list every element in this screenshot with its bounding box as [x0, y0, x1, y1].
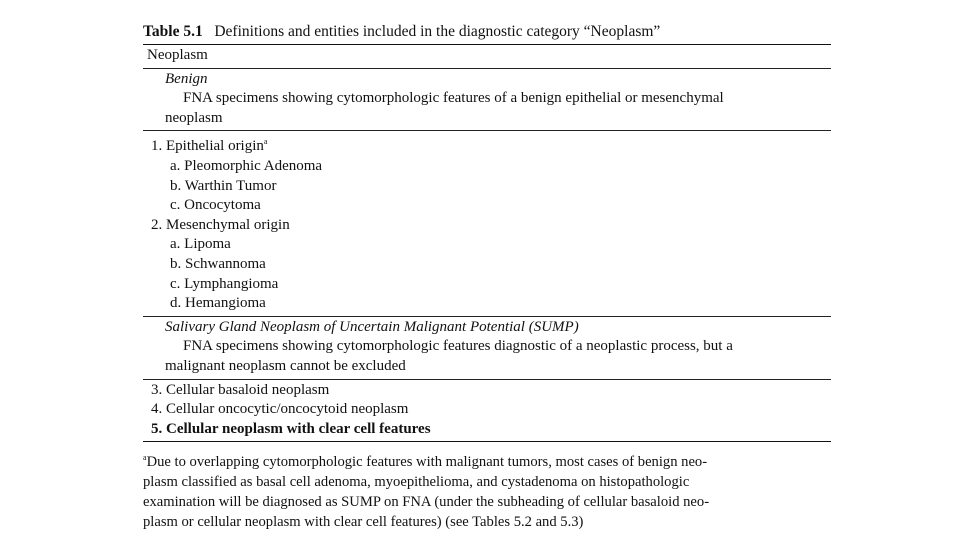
- table-label: Table 5.1: [143, 23, 203, 40]
- table-title: Definitions and entities included in the diagnostic category “Neoplasm”: [214, 23, 661, 40]
- footnote-line-3: examination will be diagnosed as SUMP on FNA (under the subheading of cellular basaloid neo-: [143, 494, 710, 511]
- footnote-line-1: $^a$Due to overlapping cytomorphologic features with malignant tumors, most cases of benign neo-: [143, 453, 708, 471]
- footnote-line-4: plasm or cellular neoplasm with clear cell features) (see Tables 5.2 and 5.3): [143, 514, 584, 531]
- benign-definition-line-1: FNA specimens showing cytomorphologic features of a benign epithelial or mesenchymal: [183, 90, 724, 107]
- entity-lymphangioma: c. Lymphangioma: [170, 275, 279, 292]
- benign-definition-line-2: neoplasm: [165, 109, 223, 126]
- entity-warthin-tumor: b. Warthin Tumor: [170, 177, 277, 194]
- entity-mesenchymal-origin: 2. Mesenchymal origin: [151, 216, 290, 233]
- table-caption: [143, 22, 831, 44]
- footnote-line-2: plasm classified as basal cell adenoma, myoepithelioma, and cystadenoma on histopathologic: [143, 474, 690, 491]
- entity-oncocytoma: c. Oncocytoma: [170, 197, 261, 214]
- table-footnote: [143, 442, 831, 532]
- entity-lipoma: a. Lipoma: [170, 236, 231, 253]
- table-container: [143, 22, 831, 532]
- sump-definition-line-1: FNA specimens showing cytomorphologic features diagnostic of a neoplastic process, but a: [183, 338, 733, 355]
- sump-heading: Salivary Gland Neoplasm of Uncertain Malignant Potential (SUMP): [165, 318, 579, 335]
- entity-cellular-clear-cell: 5. Cellular neoplasm with clear cell features: [151, 420, 431, 437]
- sump-entities: [143, 380, 831, 442]
- entity-hemangioma: d. Hemangioma: [170, 295, 266, 312]
- sump-definition-line-2: malignant neoplasm cannot be excluded: [165, 357, 406, 374]
- entity-epithelial-origin: 1. Epithelial origin$^a$: [151, 137, 268, 155]
- category-heading: Neoplasm: [147, 47, 208, 63]
- benign-entities: [143, 131, 831, 315]
- entity-pleomorphic-adenoma: a. Pleomorphic Adenoma: [170, 157, 323, 174]
- benign-heading: Benign: [165, 70, 208, 87]
- entity-cellular-basaloid: 3. Cellular basaloid neoplasm: [151, 381, 330, 398]
- entity-cellular-oncocytic: 4. Cellular oncocytic/oncocytoid neoplasm: [151, 401, 409, 418]
- entity-schwannoma: b. Schwannoma: [170, 255, 266, 272]
